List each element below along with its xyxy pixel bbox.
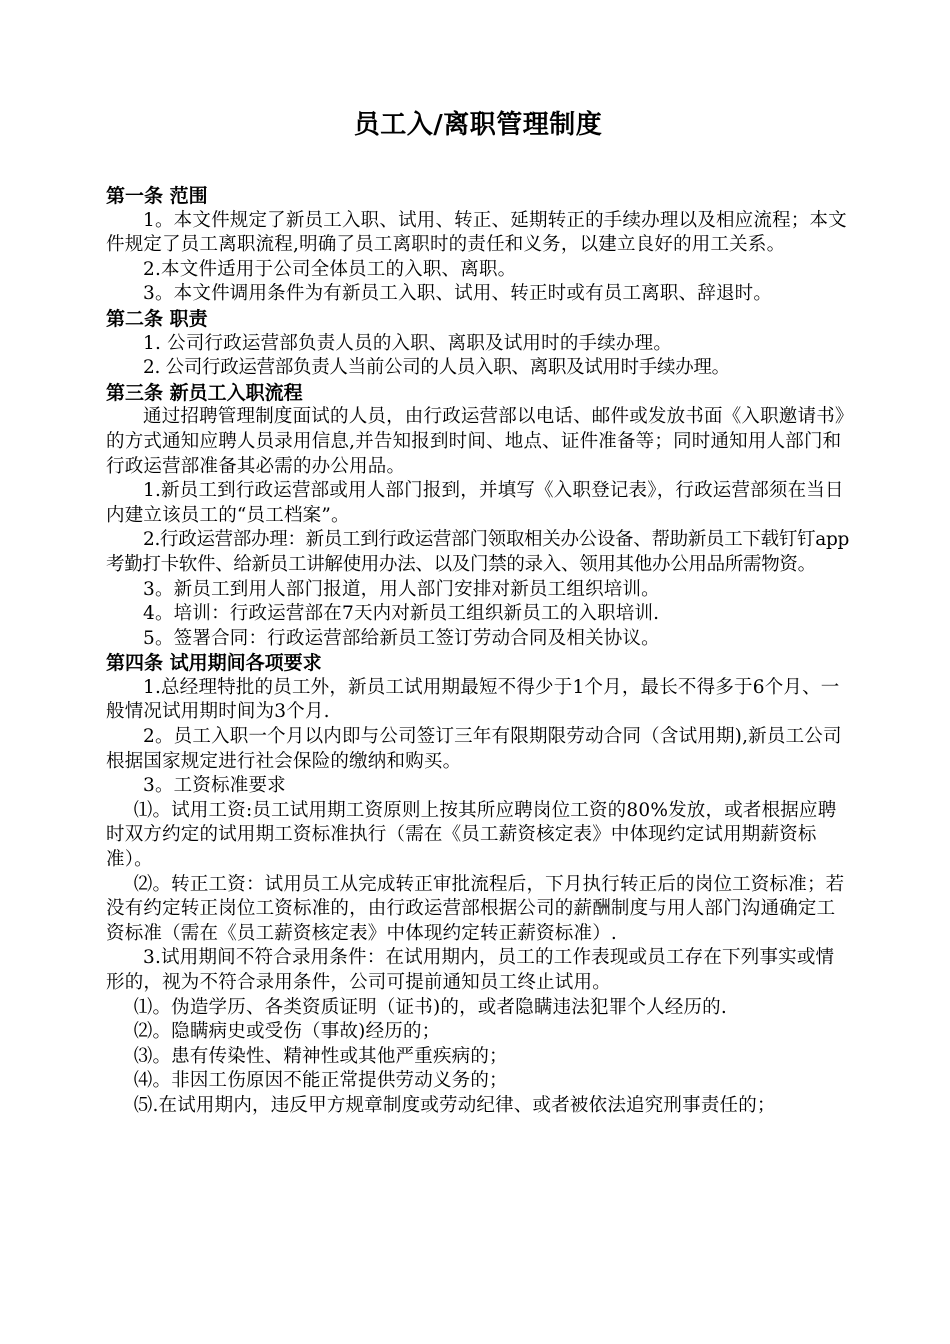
paragraph: 1.总经理特批的员工外，新员工试用期最短不得少于1个月，最长不得多于6个月、一般情况试用期时间为3个月. <box>106 676 840 723</box>
paragraph: 3。新员工到用人部门报道，用人部门安排对新员工组织培训。 <box>143 578 660 600</box>
paragraph: 3.试用期间不符合录用条件：在试用期内，员工的工作表现或员工存在下列事实或情形的，视为不符合录用条件，公司可提前通知员工终止试用。 <box>106 947 835 993</box>
section-heading: 第四条 试用期间各项要求 <box>106 652 322 675</box>
paragraph: ⑴。伪造学历、各类资质证明（证书)的，或者隐瞒违法犯罪个人经历的. <box>133 996 727 1018</box>
paragraph: ⑸.在试用期内，违反甲方规章制度或劳动纪律、或者被依法追究刑事责任的； <box>133 1094 776 1116</box>
paragraph: 2. 公司行政运营部负责人当前公司的人员入职、离职及试用时手续办理。 <box>143 357 730 379</box>
paragraph: 2.行政运营部办理：新员工到行政运营部门领取相关办公设备、帮助新员工下载钉钉app考勤打卡软件、给新员工讲解使用办法、以及门禁的录入、领用其他办公用品所需物资。 <box>106 529 850 575</box>
section-heading: 第二条 职责 <box>106 307 208 330</box>
paragraph: ⑵。转正工资：试用员工从完成转正审批流程后，下月执行转正后的岗位工资标准；若没有约定转正岗位工资标准的，由行政运营部根据公司的薪酬制度与用人部门沟通确定工资标准（需在《员工薪资核定表》中体现约定转正薪资标准）. <box>106 873 845 944</box>
paragraph: 3。工资标准要求 <box>143 775 286 797</box>
section-probation-requirements <box>106 651 850 1118</box>
section-heading: 第三条 新员工入职流程 <box>106 381 303 404</box>
paragraph: 1.新员工到行政运营部或用人部门报到，并填写《入职登记表》，行政运营部须在当日内建立该员工的“员工档案”。 <box>106 480 844 526</box>
paragraph: ⑴。试用工资:员工试用期工资原则上按其所应聘岗位工资的80%发放，或者根据应聘时双方约定的试用期工资标准执行（需在《员工薪资核定表》中体现约定试用期薪资标准）。 <box>106 799 837 871</box>
paragraph: 通过招聘管理制度面试的人员，由行政运营部以电话、邮件或发放书面《入职邀请书》的方式通知应聘人员录用信息,并告知报到时间、地点、证件准备等；同时通知用人部门和行政运营部准备其必需的办公用品。 <box>106 406 845 477</box>
section-heading: 第一条 范围 <box>106 185 208 207</box>
paragraph: 3。本文件调用条件为有新员工入职、试用、转正时或有员工离职、辞退时。 <box>143 283 773 305</box>
section-scope <box>106 184 850 307</box>
paragraph: 5。签署合同：行政运营部给新员工签订劳动合同及相关协议。 <box>143 627 660 649</box>
paragraph: 4。培训：行政运营部在7天内对新员工组织新员工的入职培训. <box>143 603 660 625</box>
paragraph: ⑶。患有传染性、精神性或其他严重疾病的； <box>133 1045 508 1067</box>
paragraph: 2。员工入职一个月以内即与公司签订三年有限期限劳动合同（含试用期),新员工公司根据国家规定进行社会保险的缴纳和购买。 <box>106 726 842 772</box>
paragraph: 1。本文件规定了新员工入职、试用、转正、延期转正的手续办理以及相应流程；本文件规定了员工离职流程,明确了员工离职时的责任和义务，以建立良好的用工关系。 <box>106 209 847 256</box>
paragraph: 2.本文件适用于公司全体员工的入职、离职。 <box>143 258 517 280</box>
section-onboarding-process <box>106 381 850 652</box>
document-title: 员工入/离职管理制度 <box>353 110 603 140</box>
paragraph: ⑷。非因工伤原因不能正常提供劳动义务的； <box>133 1070 508 1092</box>
paragraph: 1. 公司行政运营部负责人员的入职、离职及试用时的手续办理。 <box>143 332 673 354</box>
section-responsibilities <box>106 307 850 381</box>
paragraph: ⑵。隐瞒病史或受伤（事故)经历的； <box>133 1021 441 1043</box>
